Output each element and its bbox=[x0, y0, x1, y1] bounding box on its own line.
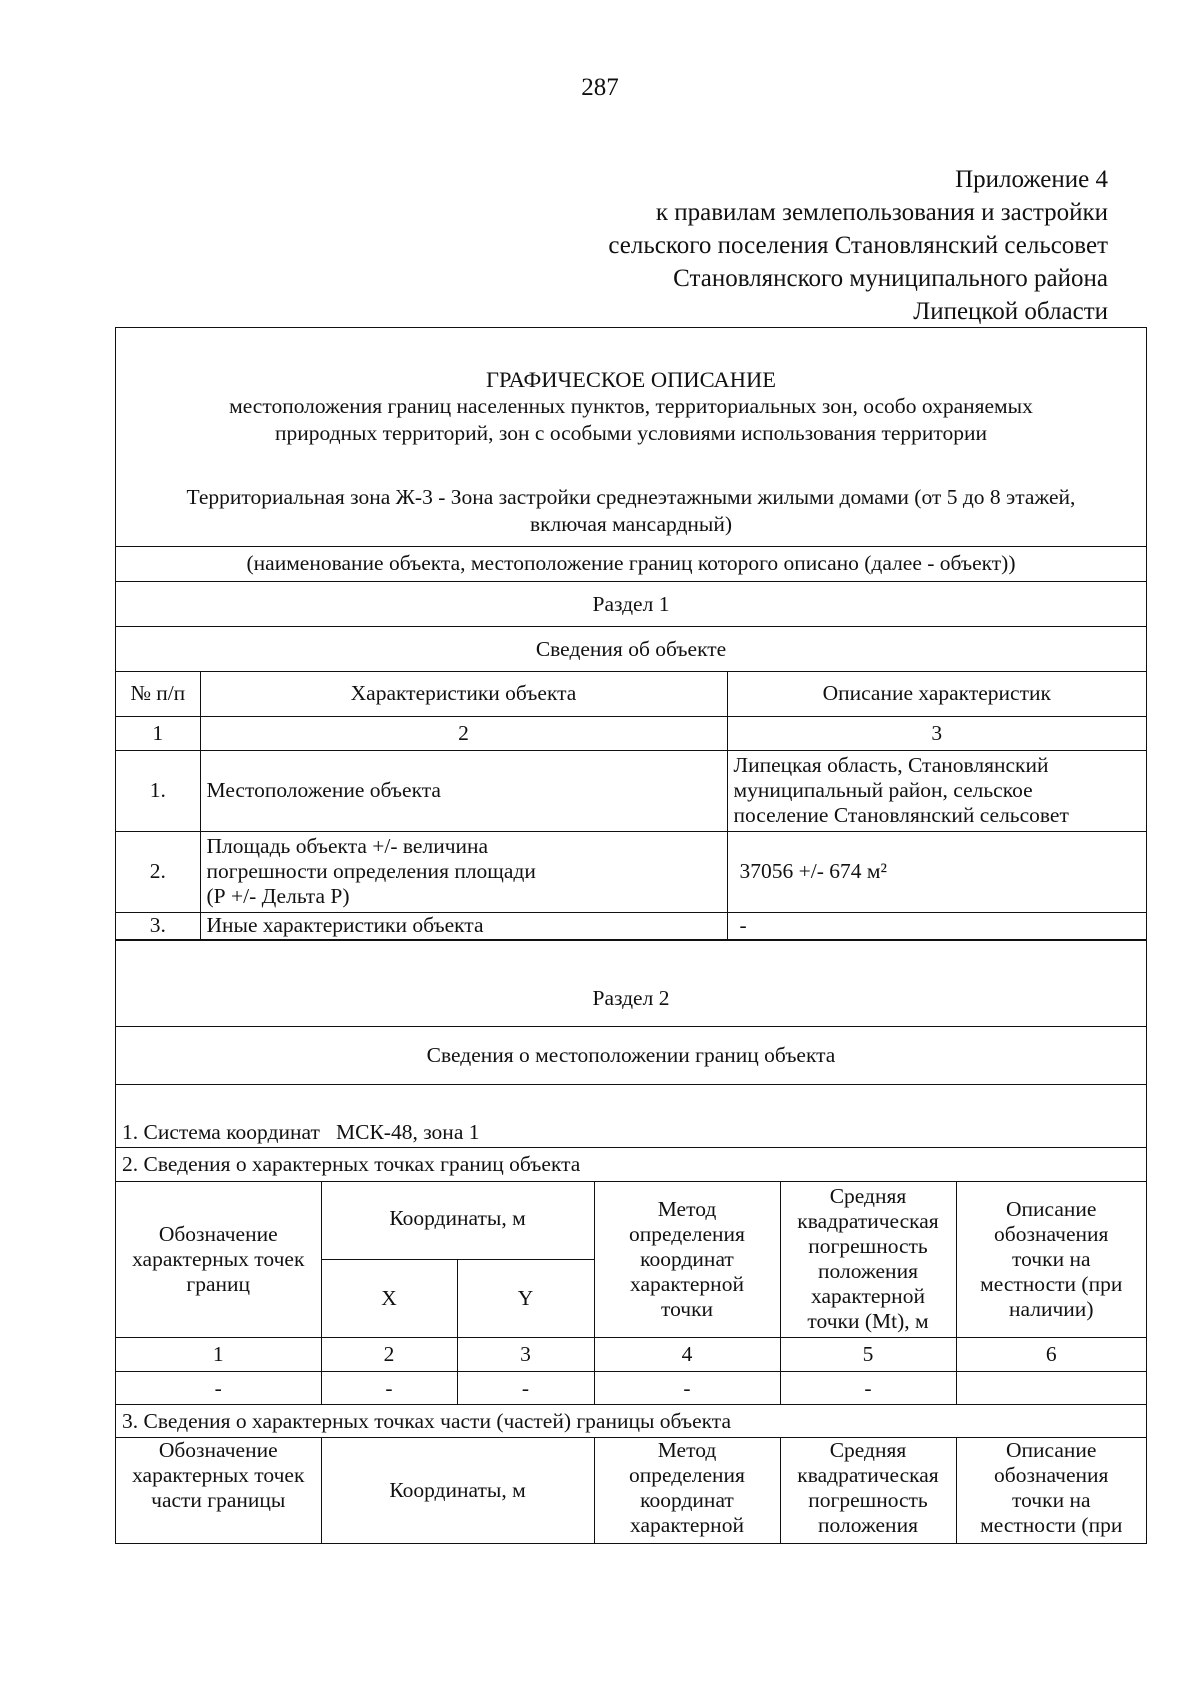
header-line: определения bbox=[629, 1463, 745, 1487]
value-line: муниципальный район, сельское bbox=[733, 778, 1033, 802]
name-line: погрешности определения площади bbox=[206, 859, 536, 883]
table-header-row bbox=[116, 1182, 1146, 1260]
column-header-point-designation bbox=[116, 1182, 321, 1338]
appendix-line: сельского поселения Становлянский сельсовет bbox=[608, 232, 1108, 259]
header-line: точки на bbox=[1012, 1488, 1091, 1512]
column-number: 3 bbox=[457, 1338, 594, 1372]
header-line: Метод bbox=[657, 1196, 717, 1221]
column-header: Характеристики объекта bbox=[200, 672, 727, 716]
header-line: точки bbox=[660, 1296, 714, 1321]
column-number: 2 bbox=[200, 716, 727, 750]
parts-section-title: 3. Сведения о характерных точках части (частей) границы объекта bbox=[116, 1405, 1146, 1438]
row-name: Местоположение объекта bbox=[200, 750, 727, 831]
header-line: Обозначение bbox=[158, 1438, 278, 1462]
appendix-line: к правилам землепользования и застройки bbox=[655, 199, 1108, 226]
form-subtitle-line: природных территорий, зон с особыми условиями использования территории bbox=[274, 421, 988, 445]
header-line: положения bbox=[818, 1513, 918, 1537]
object-caption: (наименование объекта, местоположение границ которого описано (далее - объект)) bbox=[116, 546, 1146, 581]
table-row bbox=[116, 1372, 1146, 1405]
header-line: координат bbox=[640, 1488, 734, 1512]
column-header: № п/п bbox=[116, 672, 200, 716]
column-header-x: X bbox=[321, 1260, 457, 1338]
header-line: квадратическая bbox=[797, 1209, 939, 1234]
header-line: границ bbox=[186, 1271, 251, 1296]
coordinate-system bbox=[122, 1120, 479, 1145]
row-number: 2. bbox=[116, 831, 200, 912]
column-number: 4 bbox=[594, 1338, 780, 1372]
header-line: характерной bbox=[630, 1271, 744, 1296]
header-line: положения bbox=[818, 1259, 918, 1284]
appendix-line: Липецкой области bbox=[913, 298, 1108, 325]
row-value bbox=[727, 750, 1146, 831]
header-line: точки на bbox=[1012, 1246, 1091, 1271]
zone-name-line: Территориальная зона Ж-3 - Зона застройки среднеэтажными жилыми домами (от 5 до 8 этажей, bbox=[186, 485, 1076, 509]
header-line: характерной bbox=[630, 1513, 744, 1537]
table-row bbox=[116, 831, 1146, 912]
row-name bbox=[200, 831, 727, 912]
table-cell: - bbox=[321, 1372, 457, 1405]
column-number: 6 bbox=[956, 1338, 1146, 1372]
coordinate-system-label: 1. Система координат bbox=[122, 1119, 320, 1144]
table-header-row bbox=[116, 1438, 1146, 1544]
column-header-accuracy bbox=[780, 1438, 956, 1544]
header-line: обозначения bbox=[994, 1463, 1109, 1487]
table-cell: - bbox=[780, 1372, 956, 1405]
column-number-row bbox=[116, 1338, 1146, 1372]
page-number: 287 bbox=[581, 74, 619, 101]
header-line: Описание bbox=[1006, 1438, 1097, 1462]
coordinate-system-value: МСК-48, зона 1 bbox=[335, 1119, 480, 1144]
section1-table-wrap bbox=[116, 671, 1146, 940]
header-line: части границы bbox=[151, 1488, 286, 1512]
column-number: 5 bbox=[780, 1338, 956, 1372]
appendix-line: Приложение 4 bbox=[955, 166, 1108, 193]
section2-title-block bbox=[116, 940, 1146, 1026]
object-info-table bbox=[116, 672, 1146, 940]
header-line: местности (при bbox=[980, 1271, 1123, 1296]
value-line: Липецкая область, Становлянский bbox=[733, 753, 1049, 777]
header-line: координат bbox=[640, 1246, 734, 1271]
column-header-point-designation bbox=[116, 1438, 321, 1544]
points-table-wrap bbox=[116, 1181, 1146, 1545]
boundary-points-table bbox=[116, 1182, 1146, 1545]
header-line: характерной bbox=[811, 1284, 925, 1309]
section2-title: Раздел 2 bbox=[592, 985, 670, 1010]
form-title: ГРАФИЧЕСКОЕ ОПИСАНИЕ bbox=[485, 367, 777, 392]
column-header-method bbox=[594, 1438, 780, 1544]
appendix-block bbox=[608, 163, 1108, 328]
column-header-point-description bbox=[956, 1438, 1146, 1544]
header-line: погрешность bbox=[808, 1234, 928, 1259]
header-line: наличии) bbox=[1009, 1296, 1094, 1321]
column-number: 2 bbox=[321, 1338, 457, 1372]
row-number: 1. bbox=[116, 750, 200, 831]
row-value: 37056 +/- 674 м² bbox=[727, 831, 1146, 912]
table-cell bbox=[956, 1372, 1146, 1405]
header-line: Средняя bbox=[829, 1438, 907, 1462]
column-header-coordinates: Координаты, м bbox=[321, 1438, 594, 1544]
header-line: точки (Mt), м bbox=[807, 1309, 929, 1334]
form-header bbox=[116, 328, 1146, 546]
row-number: 3. bbox=[116, 912, 200, 939]
header-line: местности (при bbox=[980, 1513, 1123, 1537]
points-section-title: 2. Сведения о характерных точках границ объекта bbox=[116, 1147, 1146, 1181]
column-number-row bbox=[116, 716, 1146, 750]
header-line: Описание bbox=[1006, 1196, 1097, 1221]
table-cell: - bbox=[594, 1372, 780, 1405]
header-line: Обозначение bbox=[158, 1221, 278, 1246]
header-line: определения bbox=[629, 1221, 745, 1246]
name-line: (Р +/- Дельта Р) bbox=[206, 884, 350, 908]
column-number: 1 bbox=[116, 1338, 321, 1372]
graphic-description-form bbox=[115, 327, 1147, 1544]
column-number: 3 bbox=[727, 716, 1146, 750]
header-line: характерных точек bbox=[132, 1463, 305, 1487]
row-value: - bbox=[727, 912, 1146, 939]
section2-subtitle: Сведения о местоположении границ объекта bbox=[116, 1026, 1146, 1084]
table-row bbox=[116, 912, 1146, 939]
table-header-row bbox=[116, 672, 1146, 716]
row-name: Иные характеристики объекта bbox=[200, 912, 727, 939]
table-row bbox=[116, 750, 1146, 831]
column-header-coordinates: Координаты, м bbox=[321, 1182, 594, 1260]
table-cell: - bbox=[457, 1372, 594, 1405]
table-cell: - bbox=[116, 1372, 321, 1405]
section1-subtitle: Сведения об объекте bbox=[116, 626, 1146, 671]
column-number: 1 bbox=[116, 716, 200, 750]
zone-name-line: включая мансардный) bbox=[529, 512, 733, 536]
column-header-method bbox=[594, 1182, 780, 1338]
header-line: погрешность bbox=[808, 1488, 928, 1512]
coordinate-system-row bbox=[116, 1084, 1146, 1147]
value-line: поселение Становлянский сельсовет bbox=[733, 803, 1069, 827]
appendix-line: Становлянского муниципального района bbox=[673, 265, 1108, 292]
column-header-accuracy bbox=[780, 1182, 956, 1338]
header-line: Средняя bbox=[829, 1184, 907, 1209]
header-line: обозначения bbox=[994, 1221, 1109, 1246]
column-header-point-description bbox=[956, 1182, 1146, 1338]
header-line: квадратическая bbox=[797, 1463, 939, 1487]
header-line: характерных точек bbox=[132, 1246, 305, 1271]
header-line: Метод bbox=[657, 1438, 717, 1462]
section1-title: Раздел 1 bbox=[116, 581, 1146, 626]
column-header: Описание характеристик bbox=[727, 672, 1146, 716]
form-subtitle-line: местоположения границ населенных пунктов, территориальных зон, особо охраняемых bbox=[229, 394, 1033, 418]
parts-title-row bbox=[116, 1405, 1146, 1438]
column-header-y: Y bbox=[457, 1260, 594, 1338]
name-line: Площадь объекта +/- величина bbox=[206, 834, 489, 858]
